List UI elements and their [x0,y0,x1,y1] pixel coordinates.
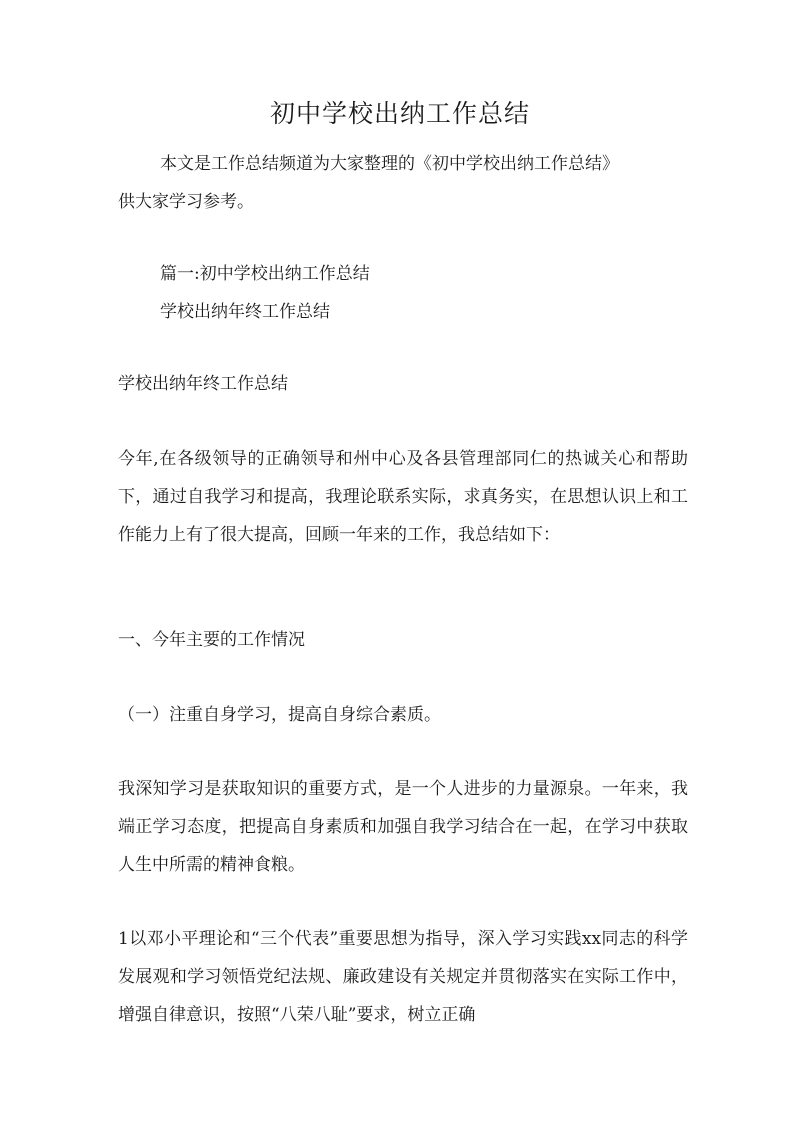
heading-section-1: 一、今年主要的工作情况 [118,630,305,650]
section-subtitle: 学校出纳年终工作总结 [160,302,330,322]
intro-line-2: 供大家学习参考。 [118,192,254,212]
paragraph-2: 我深知学习是获取知识的重要方式，是一个人进步的力量源泉。一年来，我端正学习态度，把提高自身素质和加强自我学习结合在一起，在学习中获取人生中所需的精神食粮。 [118,779,688,875]
intro-line-1: 本文是工作总结频道为大家整理的《初中学校出纳工作总结》 [160,154,619,174]
paragraph-3: 1以邓小平理论和“三个代表”重要思想为指导，深入学习实践xx同志的科学发展观和学习领悟党纪法规、廉政建设有关规定并贯彻落实在实际工作中，增强自律意识，按照“八荣八耻”要求，树立正确 [118,929,688,1025]
heading-repeat: 学校出纳年终工作总结 [118,374,288,394]
paragraph-1: 今年,在各级领导的正确领导和州中心及各县管理部同仁的热诚关心和帮助下，通过自我学习和提高，我理论联系实际，求真务实，在思想认识上和工作能力上有了很大提高，回顾一年来的工作，我总结如下： [118,449,688,545]
document-title: 初中学校出纳工作总结 [269,99,530,128]
section-label: 篇一:初中学校出纳工作总结 [160,264,370,284]
heading-subsection-1-1: （一）注重自身学习，提高自身综合素质。 [118,705,441,725]
